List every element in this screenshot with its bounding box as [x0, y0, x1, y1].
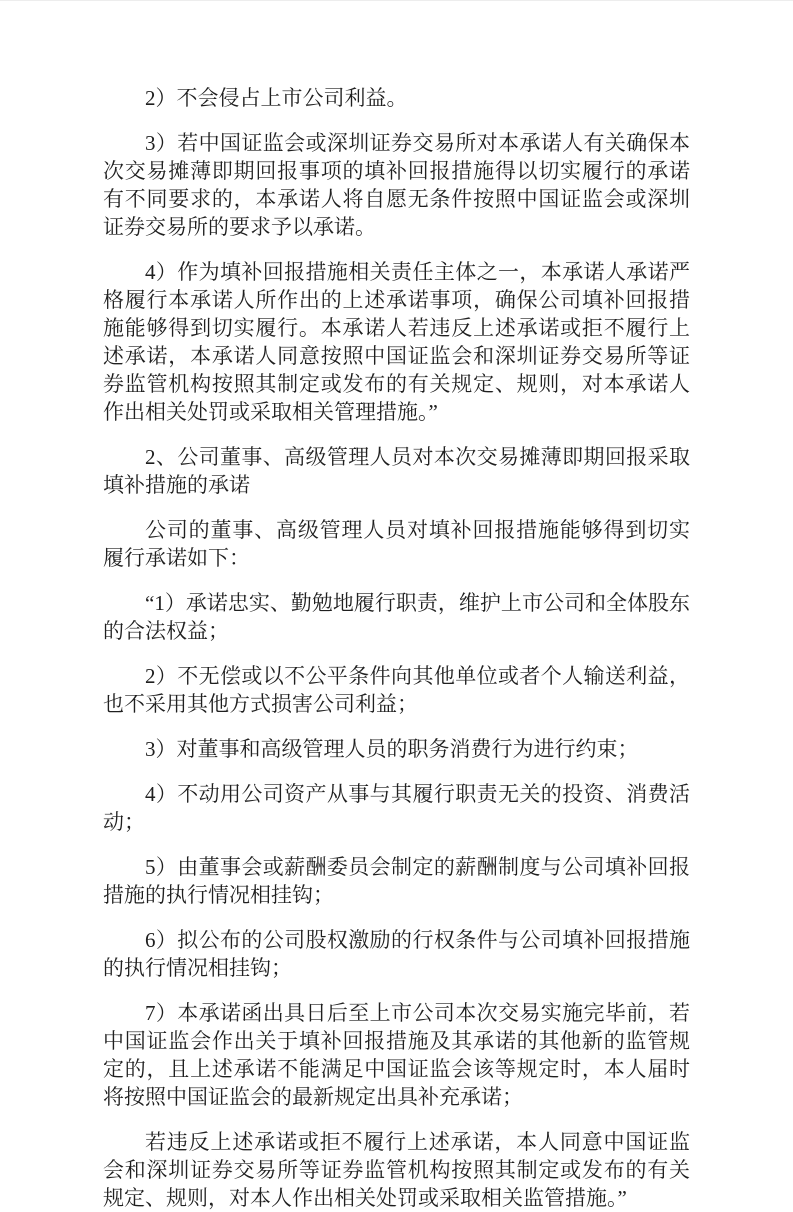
- paragraph-commit-6: 6）拟公布的公司股权激励的行权条件与公司填补回报措施的执行情况相挂钩；: [103, 928, 690, 980]
- paragraph-commit-2: 2）不无偿或以不公平条件向其他单位或者个人输送利益，也不采用其他方式损害公司利益；: [103, 664, 690, 716]
- page-top-edge: [0, 0, 793, 1]
- paragraph-item-4: 4）作为填补回报措施相关责任主体之一，本承诺人承诺严格履行本承诺人所作出的上述承诺事项，确保公司填补回报措施能够得到切实履行。本承诺人若违反上述承诺或拒不履行上述承诺，本承诺人同意按照中国证监会和深圳证券交易所等证券监管机构按照其制定或发布的有关规定、规则，对本承诺人作出相关处罚或采取相关管理措施。”: [103, 260, 690, 424]
- paragraph-commit-1: “1）承诺忠实、勤勉地履行职责，维护上市公司和全体股东的合法权益；: [103, 591, 690, 643]
- paragraph-commit-4: 4）不动用公司资产从事与其履行职责无关的投资、消费活动；: [103, 782, 690, 834]
- paragraph-item-3: 3）若中国证监会或深圳证券交易所对本承诺人有关确保本次交易摊薄即期回报事项的填补回报措施得以切实履行的承诺有不同要求的，本承诺人将自愿无条件按照中国证监会或深圳证券交易所的要求予以承诺。: [103, 131, 690, 239]
- paragraph-item-2: 2）不会侵占上市公司利益。: [145, 86, 408, 110]
- paragraph-commit-7: 7）本承诺函出具日后至上市公司本次交易实施完毕前，若中国证监会作出关于填补回报措施及其承诺的其他新的监管规定的，且上述承诺不能满足中国证监会该等规定时，本人届时将按照中国证监会的最新规定出具补充承诺；: [103, 1001, 690, 1109]
- section-heading: 2、公司董事、高级管理人员对本次交易摊薄即期回报采取填补措施的承诺: [103, 445, 690, 497]
- paragraph-intro: 公司的董事、高级管理人员对填补回报措施能够得到切实履行承诺如下：: [103, 518, 690, 570]
- paragraph-commit-3: 3）对董事和高级管理人员的职务消费行为进行约束；: [145, 737, 639, 761]
- paragraph-commit-5: 5）由董事会或薪酬委员会制定的薪酬制度与公司填补回报措施的执行情况相挂钩；: [103, 855, 690, 907]
- paragraph-closing: 若违反上述承诺或拒不履行上述承诺，本人同意中国证监会和深圳证券交易所等证券监管机构按照其制定或发布的有关规定、规则，对本人作出相关处罚或采取相关监管措施。”: [103, 1130, 690, 1210]
